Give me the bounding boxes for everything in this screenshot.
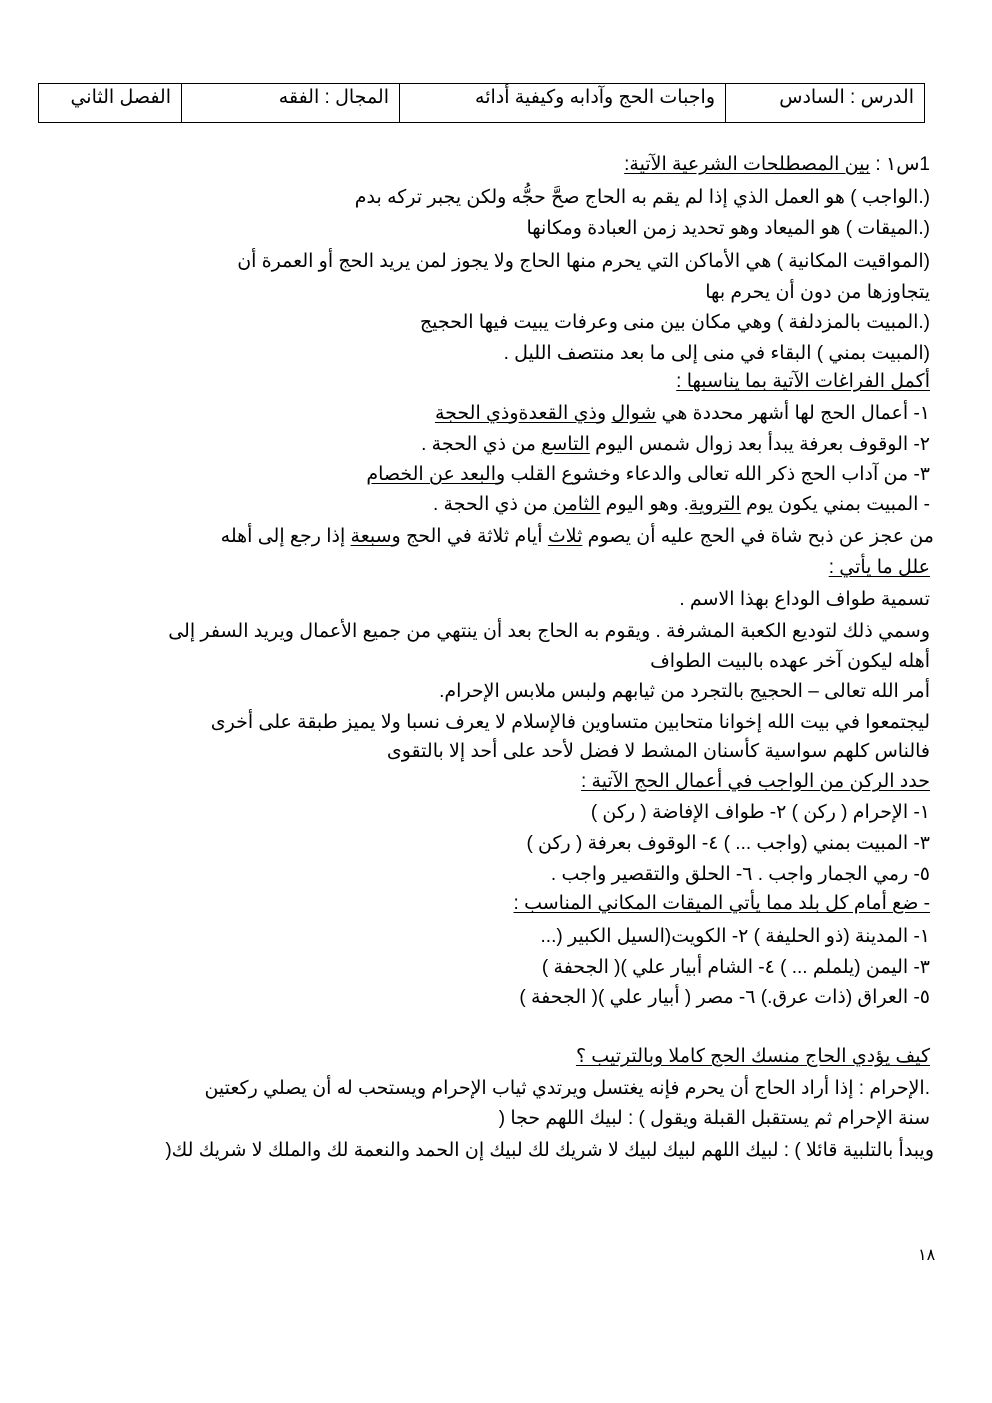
fill-line-4: - المبيت بمني يكون يوم التروية. وهو اليوم الثامن من ذي الحجة . xyxy=(433,494,930,515)
fill-line-2: ٢- الوقوف بعرفة يبدأ بعد زوال شمس اليوم التاسع من ذي الحجة . xyxy=(421,434,930,455)
explain-title: علل ما يأتي : xyxy=(828,557,930,578)
answer-avoid-quarrel: البعد عن الخصام xyxy=(366,464,497,485)
fill-line-1: ١- أعمال الحج لها أشهر محددة هي شوال وذي القعدةوذي الحجة xyxy=(434,403,930,424)
answer-shawwal: شوال xyxy=(611,403,657,424)
lesson-cell: الدرس : السادس xyxy=(726,84,925,123)
explain-line: تسمية طواف الوداع بهذا الاسم . xyxy=(679,589,930,610)
q1-title: بين المصطلحات الشرعية الآتية: xyxy=(624,154,871,175)
pillar-line: ١- الإحرام ( ركن ) ٢- طواف الإفاضة ( ركن ) xyxy=(590,802,930,823)
page-number: ١٨ xyxy=(918,1247,936,1264)
answer-ninth: التاسع xyxy=(541,434,590,455)
q1-item: يتجاوزها من دون أن يحرم بها xyxy=(705,282,930,303)
answer-dhu-al-hijjah: ذي الحجة xyxy=(434,403,510,424)
fill-line-3: ٣- من آداب الحج ذكر الله تعالى والدعاء وخشوع القلب والبعد عن الخصام xyxy=(366,464,930,485)
how-line: ويبدأ بالتلبية قائلا ) : لبيك اللهم لبيك لبيك لا شريك لك لبيك إن الحمد والنعمة لك والملك لا شريك لك( xyxy=(165,1140,934,1161)
answer-eighth: الثامن xyxy=(553,494,601,515)
answer-dhu-al-qadah: ذي القعدة xyxy=(518,403,597,424)
topic-cell: واجبات الحج وآدابه وكيفية أدائه xyxy=(400,84,726,123)
field-cell: المجال : الفقه xyxy=(182,84,400,123)
q1-item: (المواقيت المكانية ) هي الأماكن التي يحرم منها الحاج ولا يجوز لمن يريد الحج أو العمرة أن xyxy=(237,251,930,272)
q1-number: 1س١ : xyxy=(870,154,930,175)
answer-seven: سبعة xyxy=(350,526,392,547)
how-line: .الإحرام : إذا أراد الحاج أن يحرم فإنه يغتسل ويرتدي ثياب الإحرام ويستحب له أن يصلي ركعتين xyxy=(204,1078,930,1099)
miqat-line: ٣- اليمن (يلملم ... ) ٤- الشام أبيار علي )( الجحفة ) xyxy=(541,957,930,978)
pillar-title: حدد الركن من الواجب في أعمال الحج الآتية : xyxy=(581,771,930,792)
q1-item: (.المبيت بالمزدلفة ) وهي مكان بين منى وعرفات يبيت فيها الحجيج xyxy=(419,312,930,333)
miqat-line: ٥- العراق (ذات عرق.) ٦- مصر ( أبيار علي )( الجحفة ) xyxy=(519,987,930,1008)
q1-item: (.الميقات ) هو الميعاد وهو تحديد زمن العبادة ومكانها xyxy=(526,218,930,239)
chapter-cell: الفصل الثاني xyxy=(39,84,182,123)
explain-line: أهله ليكون آخر عهده بالبيت الطواف xyxy=(650,651,930,672)
explain-line: ليجتمعوا في بيت الله إخوانا متحابين متساوين فالإسلام لا يعرف نسبا ولا يميز طبقة على أخرى xyxy=(210,712,930,733)
fill-title: أكمل الفراغات الآتية بما يناسبها : xyxy=(676,371,930,392)
pillar-line: ٣- المبيت بمني (واجب ... ) ٤- الوقوف بعرفة ( ركن ) xyxy=(526,833,930,854)
explain-line: فالناس كلهم سواسية كأسنان المشط لا فضل لأحد على أحد إلا بالتقوى xyxy=(386,741,930,762)
pillar-line: ٥- رمي الجمار واجب . ٦- الحلق والتقصير واجب . xyxy=(550,864,930,885)
explain-line: أمر الله تعالى – الحجيج بالتجرد من ثيابهم ولبس ملابس الإحرام. xyxy=(439,681,930,702)
q1-item: (.الواجب ) هو العمل الذي إذا لم يقم به الحاج صحَّ حجُّه ولكن يجبر تركه بدم xyxy=(354,187,930,208)
how-line: سنة الإحرام ثم يستقبل القبلة ويقول ) : لبيك اللهم حجا ( xyxy=(498,1108,930,1129)
explain-line: وسمي ذلك لتوديع الكعبة المشرفة . ويقوم به الحاج بعد أن ينتهي من جميع الأعمال ويريد السفر إلى xyxy=(168,621,930,642)
q1-heading xyxy=(624,150,930,180)
miqat-title: - ضع أمام كل بلد مما يأتي الميقات المكاني المناسب : xyxy=(513,893,930,914)
how-title: كيف يؤدي الحاج منسك الحج كاملا وبالترتيب ؟ xyxy=(575,1046,930,1067)
q1-item: (المبيت بمني ) البقاء في منى إلى ما بعد منتصف الليل . xyxy=(503,343,930,364)
miqat-line: ١- المدينة (ذو الحليفة ) ٢- الكويت(السيل الكبير (... xyxy=(540,926,930,947)
lesson-header-table xyxy=(38,83,925,123)
answer-tarwiyah: التروية xyxy=(688,494,741,515)
fill-line-5: من عجز عن ذبح شاة في الحج عليه أن يصوم ثلاث أيام ثلاثة في الحج وسبعة إذا رجع إلى أهله xyxy=(220,526,934,547)
answer-three: ثلاث xyxy=(547,526,583,547)
